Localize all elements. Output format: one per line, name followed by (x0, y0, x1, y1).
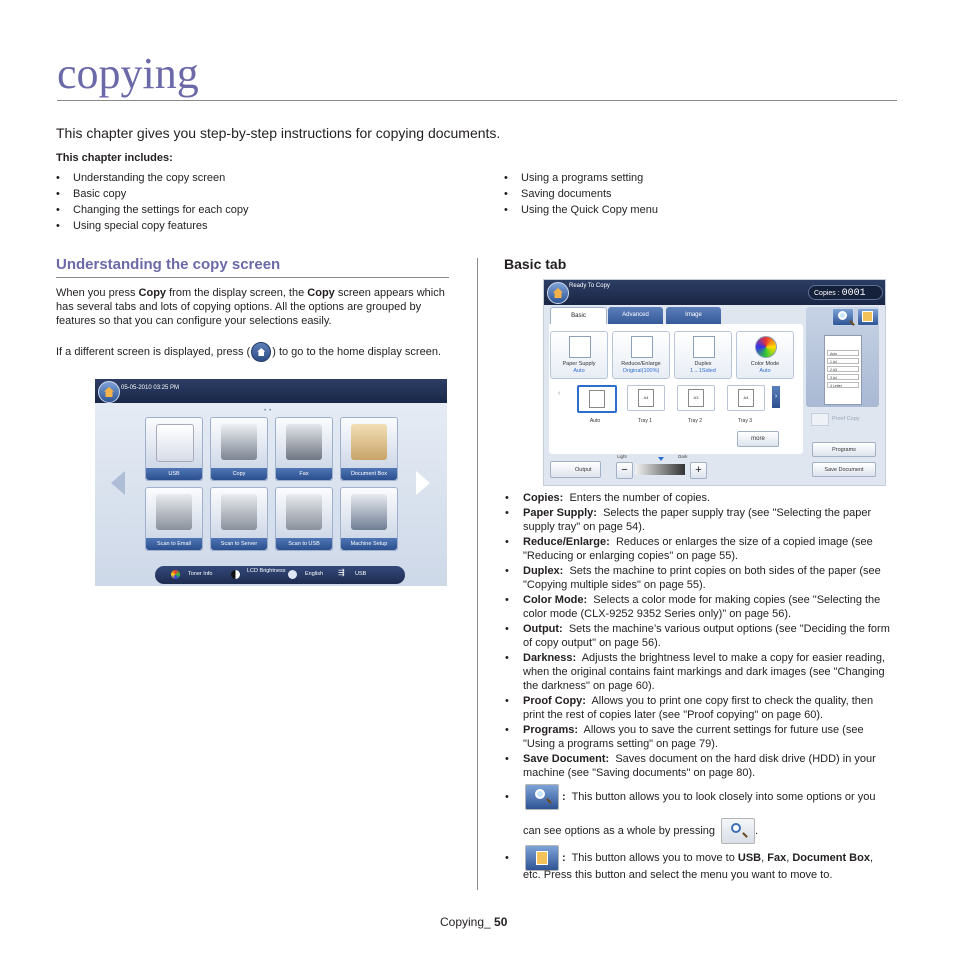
copy-screen-screenshot (543, 279, 886, 486)
text-run: etc. Press this button and select the menu you want to move to. (523, 869, 833, 881)
text-run: This button allows you to look closely into some options or you (571, 790, 876, 803)
desc-term: Paper Supply: (523, 507, 597, 519)
home-bottom-bar (155, 566, 405, 584)
text-run-bold: Fax (767, 851, 787, 864)
reduce-enlarge-icon (631, 336, 653, 358)
app-label: Fax (276, 468, 332, 480)
tab-basic[interactable]: Basic (550, 307, 607, 325)
desc-text: Reduces or enlarges the size of a copied image (see "Reducing or enlarging copies" on page 55). (523, 536, 873, 562)
toc-item[interactable]: • Using special copy features (56, 218, 249, 234)
option-label: Duplex (694, 361, 712, 367)
list-item (504, 564, 897, 592)
home-top-bar (95, 379, 447, 403)
app-label: Copy (211, 468, 267, 480)
list-item (504, 622, 897, 650)
machine-row: Auto (827, 350, 859, 356)
tray-label: Tray 1 (638, 418, 652, 424)
basic-tab-heading: Basic tab (504, 256, 567, 272)
app-label: Scan to Email (146, 538, 202, 550)
copies-label: Copies : (814, 290, 840, 297)
tray-label: Tray 2 (688, 418, 702, 424)
page-title: copying (57, 49, 199, 98)
option-value: Original(100%) (622, 368, 660, 374)
tray-label: Auto (589, 418, 601, 424)
lcd-brightness-button[interactable]: LCD Brightness (247, 568, 286, 574)
duplex-icon (693, 336, 715, 358)
tray-auto-button[interactable] (577, 385, 617, 413)
tab-image[interactable]: Image (666, 307, 721, 324)
zoom-icon[interactable] (832, 308, 854, 326)
option-value: Auto (573, 368, 585, 374)
toc-left (56, 170, 249, 234)
tray-paper: A4 (638, 389, 654, 407)
home-datetime: 05-05-2010 03:25 PM (121, 385, 180, 391)
toc-item[interactable]: • Saving documents (504, 186, 658, 202)
list-item (504, 506, 897, 534)
stack-icon (536, 851, 548, 865)
tray-label: Tray 3 (738, 418, 752, 424)
text-run-bold: USB (737, 851, 762, 864)
desc-term: Output: (523, 623, 563, 635)
option-value: 1→1Sided (690, 368, 716, 374)
app-fax[interactable] (275, 417, 333, 481)
toc-item[interactable]: • Using the Quick Copy menu (504, 202, 658, 218)
section-heading: Understanding the copy screen (56, 256, 281, 273)
desc-term: Reduce/Enlarge: (523, 536, 610, 548)
toc-item[interactable]: • Using a programs setting (504, 170, 658, 186)
machine-row: 1 A4 (827, 358, 859, 364)
app-scan-to-email[interactable] (145, 487, 203, 551)
copy-side-panel (806, 307, 879, 407)
page-dots: •• (264, 408, 275, 414)
desc-term: Copies: (523, 492, 564, 504)
option-label: Color Mode (750, 361, 780, 367)
copy-top-bar (544, 280, 886, 305)
machine-tray-diagram (824, 335, 862, 405)
fax-icon (286, 424, 322, 460)
scan-usb-icon (286, 494, 322, 530)
list-item (504, 752, 897, 780)
toc-item[interactable]: • Understanding the copy screen (56, 170, 249, 186)
more-button[interactable]: more (737, 431, 779, 447)
includes-label: This chapter includes: (56, 152, 173, 164)
reduce-enlarge-button[interactable] (612, 331, 670, 379)
home-icon (251, 342, 271, 362)
desc-text: Allows you to print one copy first to check the quality, then print the rest of copies later (see "Proof copying" on page 60). (523, 695, 874, 721)
text-run: . (755, 824, 759, 837)
magnifier-icon (535, 789, 545, 799)
tray-2-button[interactable] (677, 385, 715, 411)
desc-term: Darkness: (523, 652, 577, 664)
machine-setup-icon (351, 494, 387, 530)
app-label: Document Box (341, 468, 397, 480)
page-number: 50 (494, 915, 508, 929)
magnifier-icon (838, 311, 847, 320)
app-label: Scan to USB (276, 538, 332, 550)
list-item (504, 491, 897, 505)
zoom-button-description: • : This button allows you to look closely into some options or you (504, 784, 875, 810)
zoom-button-description-cont (523, 818, 758, 844)
desc-text: Enters the number of copies. (569, 492, 711, 504)
stack-icon (862, 311, 873, 322)
app-machine-setup[interactable] (340, 487, 398, 551)
footer-label: Copying_ (440, 915, 491, 929)
darkness-marker (658, 457, 664, 461)
app-document-box[interactable] (340, 417, 398, 481)
light-label: Light (617, 454, 627, 459)
machine-row: 3 A4 (827, 374, 859, 380)
desc-text: Adjusts the brightness level to make a copy for easier reading, when the original contains faint markings and dark images (see "Changing the darkness" on page 60). (523, 652, 885, 692)
status-text: Ready To Copy (569, 283, 610, 289)
page-footer (440, 915, 507, 929)
text-run: If a different screen is displayed, press ( (56, 345, 251, 358)
document-box-icon (351, 424, 387, 460)
desc-term: Save Document: (523, 753, 610, 765)
app-usb[interactable] (145, 417, 203, 481)
text-run-bold: : (561, 790, 566, 803)
desc-text: Selects a color mode for making copies (see "Selecting the color mode (CLX-9252 9352 Series only)" on page 56). (523, 594, 881, 620)
usb-button[interactable]: USB (355, 571, 367, 577)
toc-item[interactable]: • Basic copy (56, 186, 249, 202)
option-value: Auto (759, 368, 771, 374)
machine-row: 2 A3 (827, 366, 859, 372)
home-icon[interactable] (547, 282, 569, 304)
text-run: When you press (56, 287, 139, 299)
desc-term: Color Mode: (523, 594, 588, 606)
option-label: Reduce/Enlarge (621, 361, 661, 367)
tray-paper (589, 390, 605, 408)
toner-info-button[interactable]: Toner Info (188, 571, 213, 577)
list-item (504, 535, 897, 563)
copies-field[interactable] (808, 285, 883, 300)
magnifier-icon (731, 823, 741, 833)
scan-server-icon (221, 494, 257, 530)
output-button[interactable]: Output (550, 461, 601, 478)
programs-button[interactable]: Programs (812, 442, 876, 457)
text-run: can see options as a whole by pressing (523, 824, 716, 837)
desc-text: Sets the machine to print copies on both sides of the paper (see "Copying multiple sides" on page 55). (523, 565, 881, 591)
toc-item[interactable]: • Changing the settings for each copy (56, 202, 249, 218)
app-scan-to-server[interactable] (210, 487, 268, 551)
list-item (504, 593, 897, 621)
machine-row: 4 Letter (827, 382, 859, 388)
app-label: Machine Setup (341, 538, 397, 550)
tab-advanced[interactable]: Advanced (608, 307, 663, 324)
text-run: screen appears which has several tabs and lots of copying options. All the options are grouped by features so that you can configure your selections easily. (56, 287, 445, 327)
text-run-bold: Copy (307, 287, 335, 299)
text-run-bold: : (561, 851, 566, 864)
list-item (504, 723, 897, 751)
color-mode-icon (755, 336, 777, 358)
option-label: Paper Supply (562, 361, 596, 367)
app-copy[interactable] (210, 417, 268, 481)
text-run-bold: Document Box (792, 851, 870, 864)
desc-term: Duplex: (523, 565, 564, 577)
app-label: Scan to Server (211, 538, 267, 550)
paper-supply-button[interactable] (550, 331, 608, 379)
app-label: USB (146, 468, 202, 480)
arrow-left-icon[interactable] (111, 471, 125, 495)
tray-3-button[interactable] (727, 385, 765, 411)
text-run: , (869, 851, 874, 864)
desc-text: Allows you to save the current settings for future use (see "Using a programs setting" on page 79). (523, 724, 864, 750)
title-rule (57, 100, 897, 101)
text-run-bold: Copy (138, 287, 167, 299)
move-button-description-cont (523, 868, 832, 882)
home-icon[interactable] (98, 381, 120, 403)
desc-text: Saves document on the hard disk drive (HDD) in your machine (see "Saving documents" on page 80). (523, 753, 876, 779)
text-run: , (761, 851, 768, 864)
move-button-description: • : This button allows you to move to USB, Fax, Document Box, (504, 845, 873, 871)
darkness-increase-button[interactable]: + (690, 462, 707, 479)
desc-text: Sets the machine’s various output options (see "Deciding the form of copy output" on page 56). (523, 623, 890, 649)
zoom-in-button (525, 784, 559, 810)
copier-icon (221, 424, 257, 460)
column-divider (477, 258, 478, 890)
jump-menu-icon[interactable] (857, 308, 879, 326)
language-icon (288, 570, 297, 579)
chapter-intro: This chapter gives you step-by-step instructions for copying documents. (56, 125, 501, 141)
dark-label: Dark (678, 454, 688, 459)
save-document-button[interactable]: Save Document (812, 462, 876, 477)
darkness-scale[interactable] (635, 464, 685, 475)
chevron-left-icon[interactable]: ‹ (558, 390, 561, 397)
proof-copy-button[interactable]: Proof Copy (810, 412, 878, 426)
app-scan-to-usb[interactable] (275, 487, 333, 551)
list-item (504, 694, 897, 722)
toc-right (504, 170, 658, 218)
option-descriptions (504, 491, 897, 781)
usb-icon: ⇶ (338, 568, 345, 577)
tray-paper: A4 (738, 389, 754, 407)
tray-1-button[interactable] (627, 385, 665, 411)
copies-value: 0001 (841, 288, 866, 299)
paper-icon (569, 336, 591, 358)
text-run: ) to go to the home display screen. (272, 345, 441, 358)
desc-term: Programs: (523, 724, 579, 736)
arrow-right-icon[interactable] (416, 471, 430, 495)
section-paragraph-1 (56, 286, 450, 328)
duplex-button[interactable] (674, 331, 732, 379)
scan-email-icon (156, 494, 192, 530)
chevron-right-icon[interactable]: › (772, 386, 780, 408)
text-run: , (786, 851, 793, 864)
zoom-out-button (721, 818, 755, 844)
section-rule (56, 277, 449, 278)
list-item (504, 651, 897, 693)
text-run: from the display screen, the (166, 287, 308, 299)
color-mode-button[interactable] (736, 331, 794, 379)
home-screen-screenshot (95, 379, 447, 586)
darkness-decrease-button[interactable]: − (616, 462, 633, 479)
text-run: This button allows you to move to (571, 851, 738, 864)
toner-icon (171, 570, 180, 579)
usb-icon (156, 424, 194, 462)
desc-term: Proof Copy: (523, 695, 586, 707)
section-paragraph-2 (56, 342, 450, 362)
language-button[interactable]: English (305, 571, 324, 577)
desc-text: Selects the paper supply tray (see "Selecting the paper supply tray" on page 54). (523, 507, 872, 533)
brightness-icon (231, 570, 240, 579)
tray-paper: A3 (688, 389, 704, 407)
